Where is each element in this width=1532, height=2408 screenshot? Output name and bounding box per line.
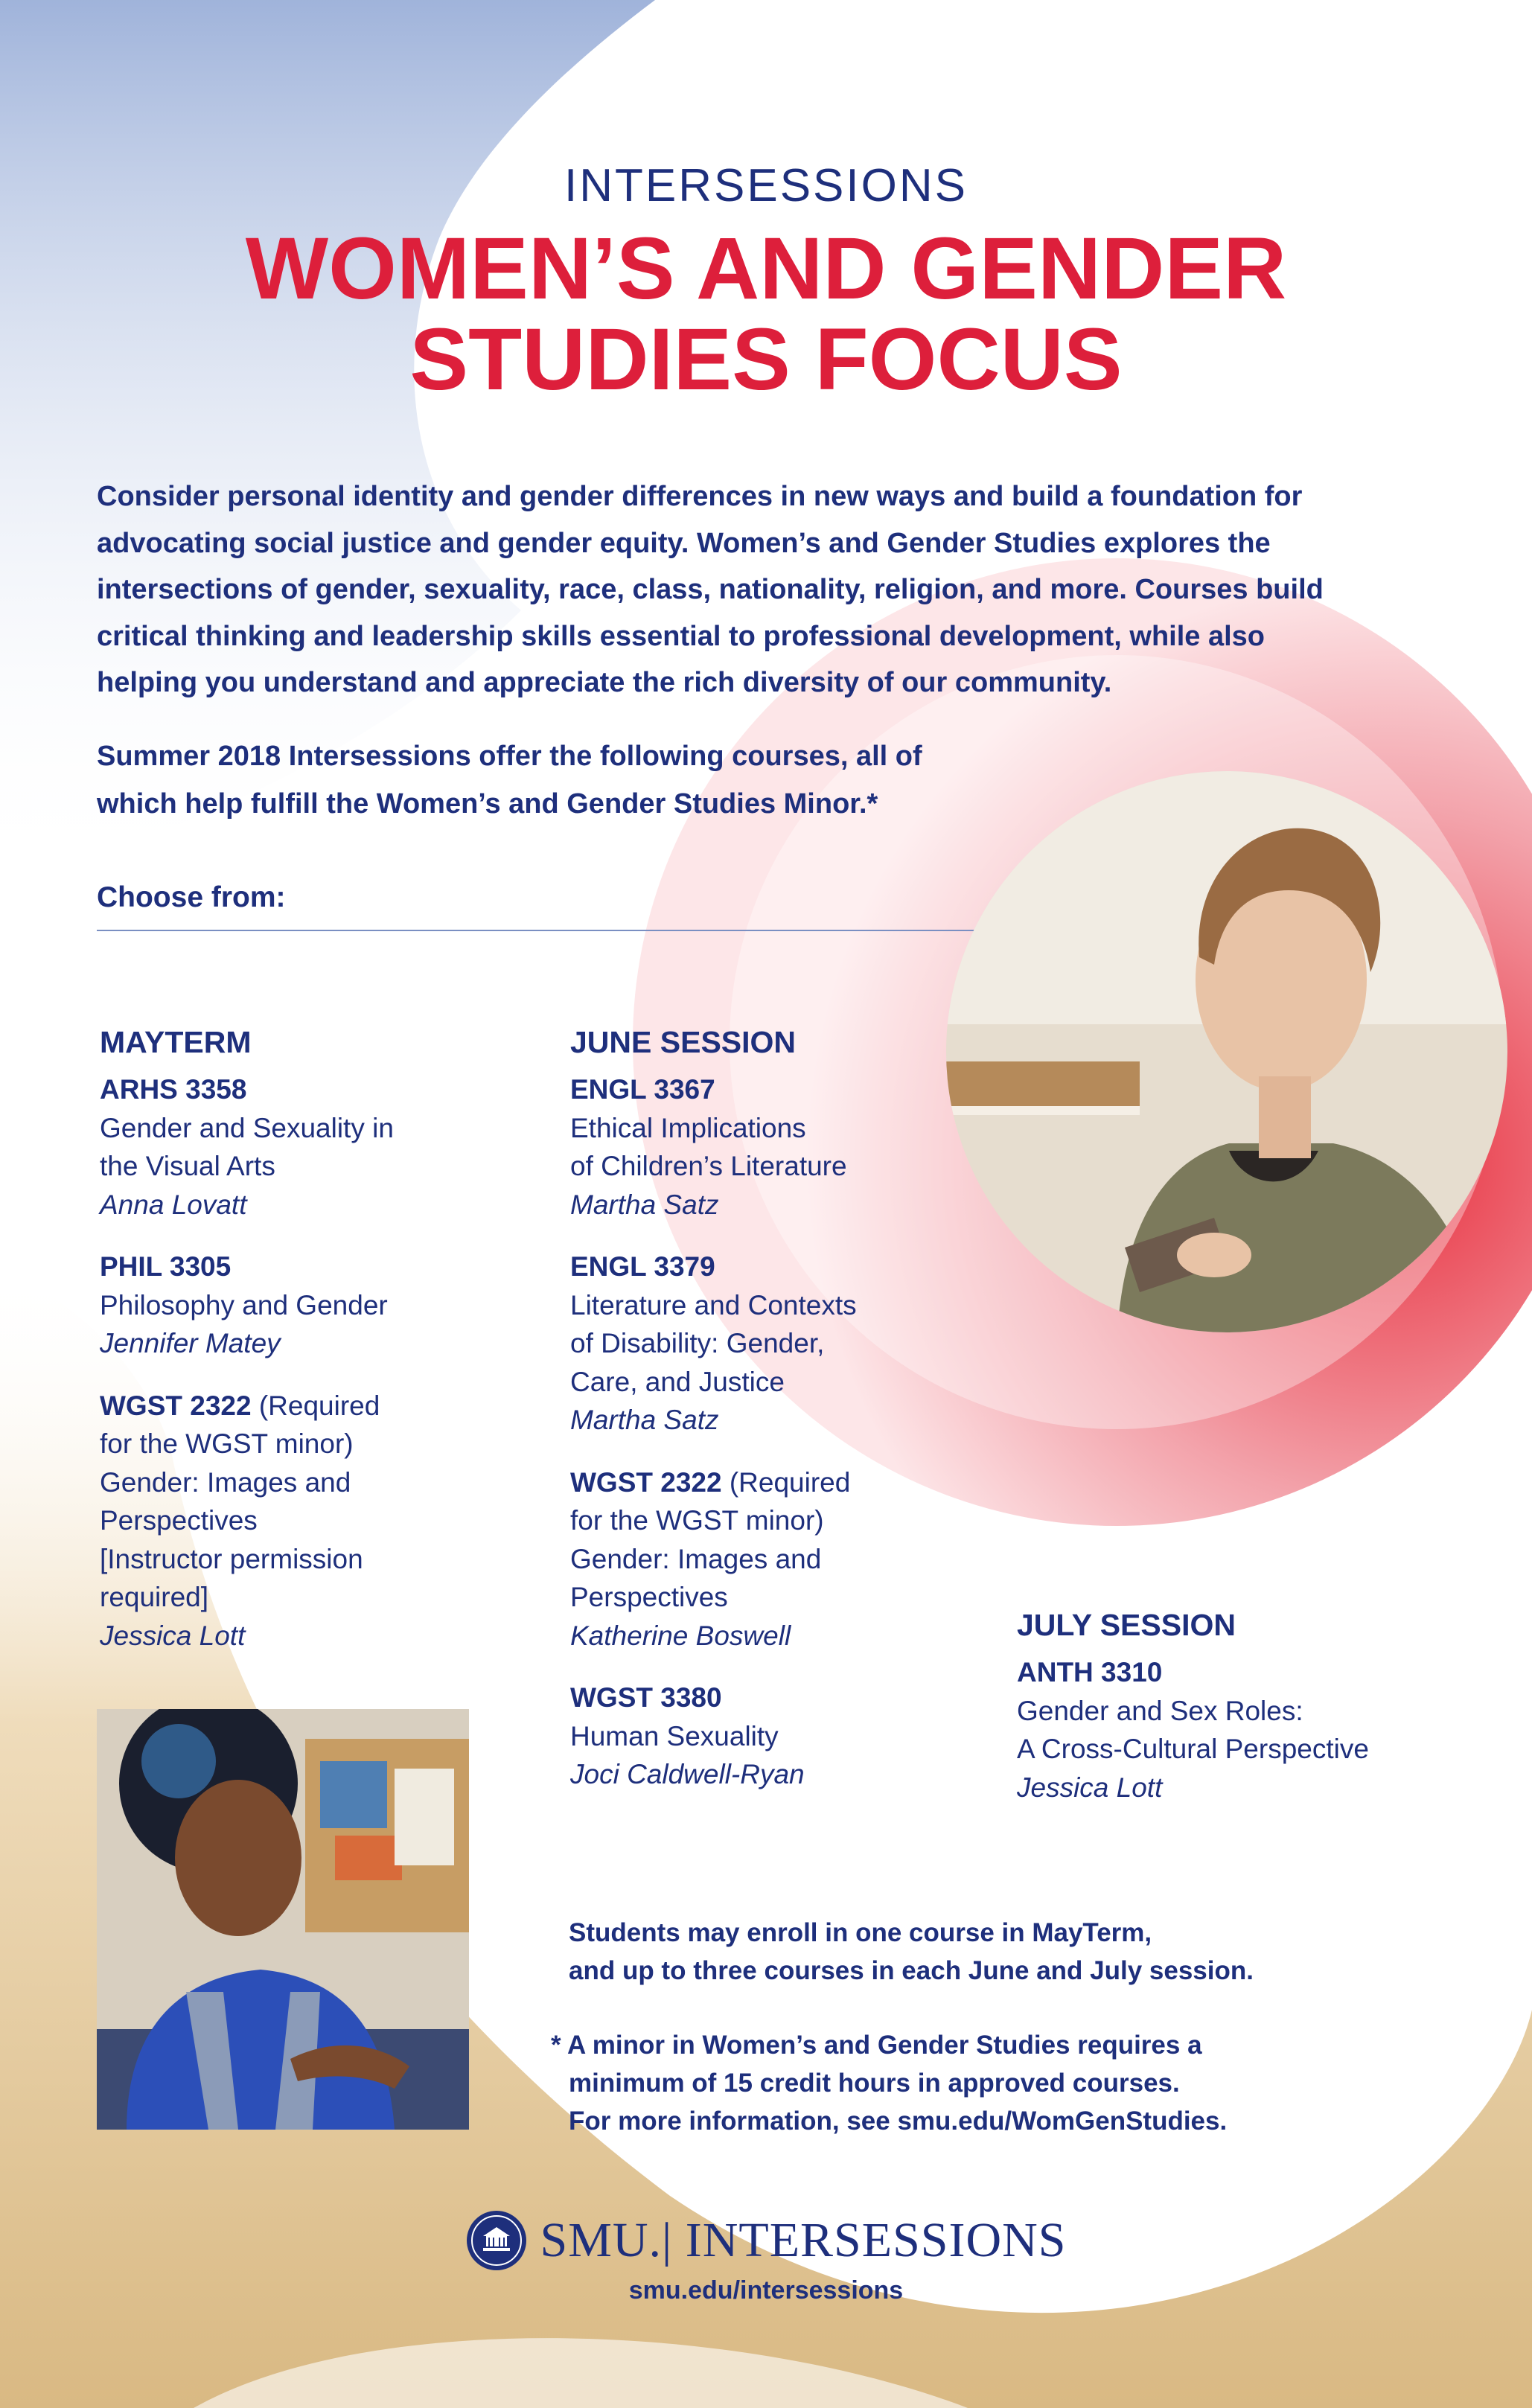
course-instructor: Martha Satz — [570, 1189, 719, 1220]
course-title: Perspectives — [100, 1505, 258, 1536]
course-engl-3367 — [570, 1070, 857, 1224]
course-title: Gender and Sex Roles: — [1017, 1695, 1303, 1726]
course-wgst-3380 — [570, 1679, 857, 1794]
page-title — [0, 220, 1532, 409]
course-engl-3379 — [570, 1248, 857, 1440]
course-wgst-2322-june — [570, 1463, 857, 1655]
course-code: WGST 2322 — [570, 1466, 722, 1498]
course-requirement: for the WGST minor) — [100, 1428, 354, 1459]
minor-note-line: . — [1219, 2107, 1228, 2136]
course-note: [Instructor permission — [100, 1543, 363, 1574]
course-instructor: Jennifer Matey — [100, 1328, 281, 1358]
course-title: Perspectives — [570, 1582, 728, 1612]
choose-label: Choose from: — [97, 881, 286, 913]
june-column — [570, 1021, 857, 1818]
womgenstudies-link[interactable]: smu.edu/WomGenStudies — [897, 2107, 1220, 2136]
intro-line: critical thinking and leadership skills essential to professional development, while also — [97, 620, 1266, 652]
course-title: Care, and Justice — [570, 1366, 785, 1397]
course-title: Philosophy and Gender — [100, 1289, 388, 1320]
course-requirement: (Required — [251, 1390, 380, 1421]
course-code: ENGL 3379 — [570, 1251, 715, 1282]
course-arhs-3358 — [100, 1070, 394, 1224]
course-title: Literature and Contexts — [570, 1289, 857, 1320]
course-anth-3310 — [1017, 1653, 1369, 1807]
course-title: Ethical Implications — [570, 1112, 806, 1143]
smu-intersessions-logo — [0, 2209, 1532, 2272]
course-title: Gender and Sexuality in — [100, 1112, 394, 1143]
course-instructor: Katherine Boswell — [570, 1620, 791, 1651]
july-column — [1017, 1604, 1369, 1830]
july-heading: JULY SESSION — [1017, 1608, 1236, 1642]
site-url[interactable]: smu.edu/intersessions — [628, 2276, 904, 2305]
enrollment-note-line: Students may enroll in one course in MayTerm, — [569, 1918, 1152, 1947]
course-instructor: Martha Satz — [570, 1405, 719, 1435]
course-code: ENGL 3367 — [570, 1074, 715, 1105]
course-code: WGST 3380 — [570, 1682, 722, 1713]
course-code: WGST 2322 — [100, 1390, 252, 1421]
course-instructor: Anna Lovatt — [100, 1189, 247, 1220]
course-title: Gender: Images and — [570, 1543, 822, 1574]
smu-seal-icon — [465, 2209, 528, 2272]
course-title: of Children’s Literature — [570, 1151, 847, 1181]
student-photo-square — [97, 1709, 469, 2130]
minor-note-line: * A minor in Women’s and Gender Studies requires a — [551, 2031, 1202, 2060]
mayterm-heading: MAYTERM — [100, 1025, 252, 1059]
course-title: the Visual Arts — [100, 1151, 275, 1181]
course-code: ARHS 3358 — [100, 1074, 247, 1105]
course-code: PHIL 3305 — [100, 1251, 232, 1282]
summer-line: which help fulfill the Women’s and Gender Studies Minor.* — [97, 788, 878, 820]
intro-paragraph — [97, 473, 1437, 706]
intro-line: advocating social justice and gender equity. Women’s and Gender Studies explores the — [97, 527, 1271, 559]
course-code: ANTH 3310 — [1017, 1657, 1163, 1687]
title-line-2: STUDIES FOCUS — [409, 310, 1123, 409]
intro-line: intersections of gender, sexuality, race, class, nationality, religion, and more. Courses build — [97, 574, 1324, 605]
student-photo-circle — [946, 771, 1507, 1332]
enrollment-note — [569, 1914, 1254, 1990]
eyebrow-label: INTERSESSIONS — [564, 160, 968, 211]
title-line-1: WOMEN’S AND GENDER — [245, 220, 1287, 318]
minor-note-line: minimum of 15 credit hours in approved courses. — [569, 2069, 1180, 2098]
intro-line: Consider personal identity and gender differences in new ways and build a foundation for — [97, 481, 1303, 512]
course-instructor: Joci Caldwell-Ryan — [570, 1759, 805, 1789]
logo-text: SMU.| INTERSESSIONS — [540, 2213, 1067, 2267]
course-note: required] — [100, 1582, 209, 1612]
summer-paragraph — [97, 732, 1020, 828]
course-title: A Cross-Cultural Perspective — [1017, 1734, 1369, 1764]
june-heading: JUNE SESSION — [570, 1025, 797, 1059]
minor-note — [551, 2026, 1227, 2140]
course-requirement: (Required — [721, 1466, 851, 1498]
enrollment-note-line: and up to three courses in each June and July session. — [569, 1956, 1254, 1985]
course-title: Gender: Images and — [100, 1466, 351, 1498]
course-instructor: Jessica Lott — [1017, 1772, 1163, 1803]
course-instructor: Jessica Lott — [100, 1620, 246, 1651]
mayterm-column — [100, 1021, 394, 1679]
intro-line: helping you understand and appreciate the rich diversity of our community. — [97, 667, 1112, 698]
minor-note-line: For more information, see — [569, 2107, 898, 2136]
course-title: of Disability: Gender, — [570, 1328, 825, 1358]
divider — [97, 930, 983, 931]
course-requirement: for the WGST minor) — [570, 1505, 824, 1536]
course-phil-3305 — [100, 1248, 394, 1363]
course-title: Human Sexuality — [570, 1720, 779, 1751]
course-wgst-2322-mayterm — [100, 1387, 394, 1655]
summer-line: Summer 2018 Intersessions offer the following courses, all of — [97, 741, 922, 772]
